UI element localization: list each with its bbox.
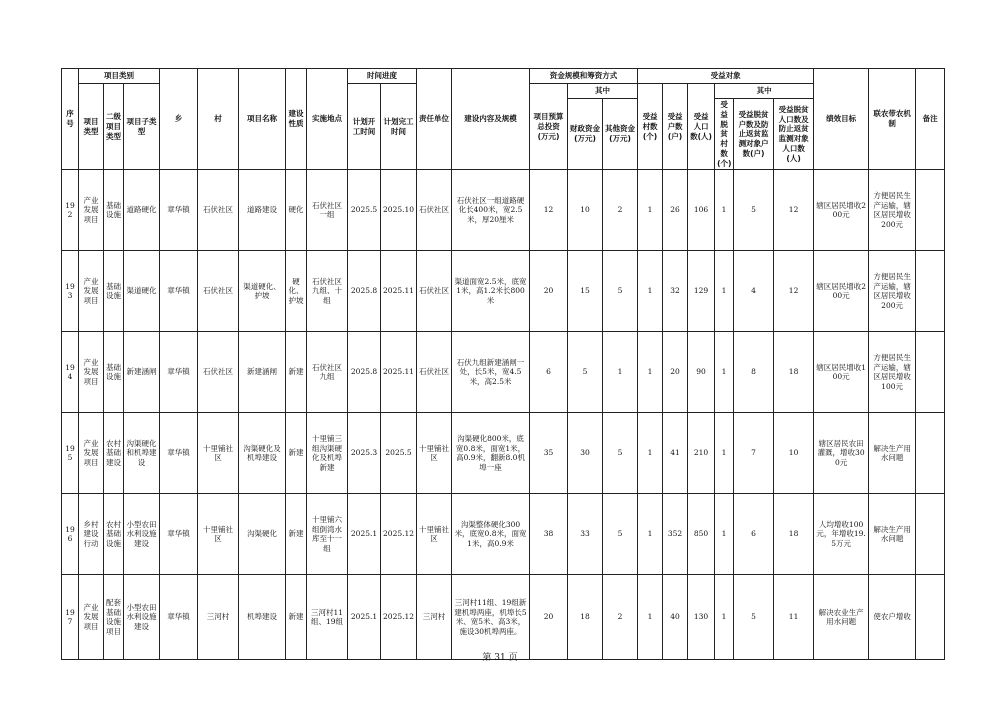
- cell-seq: 193: [62, 251, 79, 332]
- header-mechanism: 联农带农机制: [869, 69, 916, 170]
- cell-budget: 6: [530, 332, 568, 413]
- cell-subtype: 沟渠硬化和机埠建设: [124, 413, 160, 494]
- header-name: 项目名称: [239, 69, 286, 170]
- cell-seq: 195: [62, 413, 79, 494]
- cell-goal: 人均增收100元，年增收19.5万元: [814, 494, 869, 575]
- cell-seq: 192: [62, 170, 79, 251]
- cell-location: 三河村11组、19组: [307, 575, 348, 660]
- cell-b-poor-households: 7: [734, 413, 774, 494]
- table-row: [62, 413, 945, 494]
- cell-unit: 石伏社区: [417, 170, 452, 251]
- cell-type: 产业发展项目: [79, 170, 104, 251]
- cell-b-households: 352: [663, 494, 688, 575]
- cell-content: 渠道面宽2.5米，底宽1米，高1.2米长800米: [452, 251, 530, 332]
- cell-other: 5: [603, 251, 638, 332]
- cell-content: 沟渠整体硬化300米，底宽0.8米，面宽1米，高0.9米: [452, 494, 530, 575]
- cell-mechanism: 解决生产用水问题: [869, 494, 916, 575]
- cell-name: 道路建设: [239, 170, 286, 251]
- cell-b-villages: 1: [638, 251, 663, 332]
- table-row: [62, 494, 945, 575]
- cell-fiscal: 33: [568, 494, 603, 575]
- cell-content: 石伏九组新建涵闸一处，长5米，宽4.5米，高2.5米: [452, 332, 530, 413]
- cell-location: 石伏社区九组: [307, 332, 348, 413]
- header-location: 实施地点: [307, 69, 348, 170]
- header-unit: 责任单位: [417, 69, 452, 170]
- header-village: 村: [198, 69, 239, 170]
- header-content: 建设内容及规模: [452, 69, 530, 170]
- cell-content: 沟渠硬化800米，底宽0.8米，面宽1米，高0.9米，翻新8.0机埠一座: [452, 413, 530, 494]
- cell-type: 乡村建设行动: [79, 494, 104, 575]
- cell-goal: 辖区居民增收200元: [814, 251, 869, 332]
- cell-b-villages: 1: [638, 170, 663, 251]
- header-b-population: 受益人口数(人): [688, 84, 715, 170]
- cell-subtype2: 农村基础建设: [104, 413, 124, 494]
- cell-b-villages: 1: [638, 413, 663, 494]
- cell-content: 石伏社区一组道路硬化长400米，宽2.5米，厚20厘米: [452, 170, 530, 251]
- cell-nature: 硬化: [286, 170, 307, 251]
- cell-b-poor-villages: 1: [715, 413, 734, 494]
- cell-remark: [916, 575, 945, 660]
- cell-mechanism: 解决生产用水问题: [869, 413, 916, 494]
- cell-b-poor-households: 5: [734, 170, 774, 251]
- header-seq: 序号: [62, 69, 79, 170]
- cell-type: 产业发展项目: [79, 575, 104, 660]
- header-budget: 项目预算总投资(万元): [530, 84, 568, 170]
- table-body: [62, 170, 945, 660]
- cell-start: 2025.1: [348, 494, 381, 575]
- cell-b-households: 40: [663, 575, 688, 660]
- cell-b-population: 850: [688, 494, 715, 575]
- cell-seq: 194: [62, 332, 79, 413]
- cell-town: 章华镇: [160, 332, 198, 413]
- cell-budget: 38: [530, 494, 568, 575]
- cell-location: 石伏社区一组: [307, 170, 348, 251]
- cell-b-poor-population: 18: [774, 332, 814, 413]
- cell-remark: [916, 170, 945, 251]
- cell-b-poor-villages: 1: [715, 332, 734, 413]
- cell-budget: 20: [530, 251, 568, 332]
- header-fiscal: 财政资金(万元): [568, 99, 603, 170]
- cell-village: 石伏社区: [198, 251, 239, 332]
- header-town: 乡: [160, 69, 198, 170]
- cell-town: 章华镇: [160, 251, 198, 332]
- cell-name: 沟渠硬化及机埠建设: [239, 413, 286, 494]
- cell-mechanism: 方便居民生产运输，辖区居民增收200元: [869, 251, 916, 332]
- cell-type: 产业发展项目: [79, 413, 104, 494]
- header-benefit-group: 受益对象: [638, 69, 814, 84]
- cell-budget: 20: [530, 575, 568, 660]
- cell-mechanism: 使农户增收: [869, 575, 916, 660]
- cell-town: 章华镇: [160, 413, 198, 494]
- header-fund-group: 资金规模和筹资方式: [530, 69, 638, 84]
- cell-village: 十里铺社区: [198, 413, 239, 494]
- cell-goal: 辖区居民增收200元: [814, 170, 869, 251]
- cell-subtype: 小型农田水利设施建设: [124, 494, 160, 575]
- cell-start: 2025.8: [348, 332, 381, 413]
- cell-mechanism: 方便居民生产运输，辖区居民增收200元: [869, 170, 916, 251]
- cell-seq: 196: [62, 494, 79, 575]
- cell-b-population: 129: [688, 251, 715, 332]
- cell-b-households: 41: [663, 413, 688, 494]
- header-subtype2: 二级项目类型: [104, 84, 124, 170]
- cell-b-villages: 1: [638, 332, 663, 413]
- cell-start: 2025.3: [348, 413, 381, 494]
- cell-b-poor-population: 12: [774, 170, 814, 251]
- header-type: 项目类型: [79, 84, 104, 170]
- cell-b-poor-households: 4: [734, 251, 774, 332]
- cell-unit: 十里铺社区: [417, 494, 452, 575]
- header-benefit-sub: 其中: [715, 84, 814, 99]
- cell-b-households: 26: [663, 170, 688, 251]
- cell-subtype2: 基础设施: [104, 251, 124, 332]
- header-end: 计划完工时间: [381, 84, 417, 170]
- cell-subtype2: 配套基础设施项目: [104, 575, 124, 660]
- cell-unit: 石伏社区: [417, 251, 452, 332]
- cell-remark: [916, 494, 945, 575]
- header-nature: 建设性质: [286, 69, 307, 170]
- cell-b-population: 90: [688, 332, 715, 413]
- cell-end: 2025.11: [381, 251, 417, 332]
- header-fund-sub: 其中: [568, 84, 638, 99]
- header-b-villages: 受益村数(个): [638, 84, 663, 170]
- cell-unit: 石伏社区: [417, 332, 452, 413]
- cell-b-population: 106: [688, 170, 715, 251]
- cell-location: 十里铺六组倒湾水库至十一组: [307, 494, 348, 575]
- cell-subtype2: 基础设施: [104, 332, 124, 413]
- cell-nature: 新建: [286, 332, 307, 413]
- header-b-poor-households: 受益脱贫户数及防止返贫监测对象户数(户): [734, 99, 774, 170]
- cell-subtype: 小型农田水利设施建设: [124, 575, 160, 660]
- cell-b-poor-villages: 1: [715, 575, 734, 660]
- cell-village: 石伏社区: [198, 332, 239, 413]
- cell-fiscal: 10: [568, 170, 603, 251]
- cell-other: 5: [603, 413, 638, 494]
- cell-unit: 三河村: [417, 575, 452, 660]
- table-row: [62, 170, 945, 251]
- cell-remark: [916, 413, 945, 494]
- cell-seq: 197: [62, 575, 79, 660]
- table-row: [62, 575, 945, 660]
- cell-type: 产业发展项目: [79, 332, 104, 413]
- cell-subtype: 道路硬化: [124, 170, 160, 251]
- cell-nature: 新建: [286, 575, 307, 660]
- cell-nature: 新建: [286, 494, 307, 575]
- cell-b-poor-households: 6: [734, 494, 774, 575]
- cell-b-poor-households: 5: [734, 575, 774, 660]
- cell-name: 机埠建设: [239, 575, 286, 660]
- cell-b-households: 32: [663, 251, 688, 332]
- header-b-poor-population: 受益脱贫人口数及防止返贫监测对象人口数(人): [774, 99, 814, 170]
- project-table: [61, 68, 945, 660]
- header-time-group: 时间进度: [348, 69, 417, 84]
- header-b-poor-villages: 受益脱贫村数(个): [715, 99, 734, 170]
- cell-goal: 辖区居民农田灌溉，增收300元: [814, 413, 869, 494]
- header-remark: 备注: [916, 69, 945, 170]
- cell-other: 2: [603, 170, 638, 251]
- header-other: 其他资金(万元): [603, 99, 638, 170]
- cell-start: 2025.8: [348, 251, 381, 332]
- cell-other: 1: [603, 332, 638, 413]
- cell-goal: 辖区居民增收100元: [814, 332, 869, 413]
- header-start: 计划开工时间: [348, 84, 381, 170]
- cell-end: 2025.5: [381, 413, 417, 494]
- cell-other: 5: [603, 494, 638, 575]
- cell-b-poor-households: 8: [734, 332, 774, 413]
- cell-end: 2025.10: [381, 170, 417, 251]
- page-number: 第 31 页: [482, 653, 518, 663]
- cell-other: 2: [603, 575, 638, 660]
- cell-subtype2: 农村基础设施: [104, 494, 124, 575]
- cell-remark: [916, 251, 945, 332]
- cell-b-poor-population: 11: [774, 575, 814, 660]
- cell-town: 章华镇: [160, 575, 198, 660]
- cell-town: 章华镇: [160, 494, 198, 575]
- cell-type: 产业发展项目: [79, 251, 104, 332]
- cell-budget: 35: [530, 413, 568, 494]
- cell-location: 十里铺三组沟渠硬化及机埠新建: [307, 413, 348, 494]
- cell-end: 2025.12: [381, 494, 417, 575]
- cell-b-villages: 1: [638, 494, 663, 575]
- cell-remark: [916, 332, 945, 413]
- cell-fiscal: 30: [568, 413, 603, 494]
- cell-goal: 解决农业生产用水问题: [814, 575, 869, 660]
- cell-b-households: 20: [663, 332, 688, 413]
- header-category-group: 项目类别: [79, 69, 160, 84]
- cell-b-poor-villages: 1: [715, 170, 734, 251]
- cell-village: 石伏社区: [198, 170, 239, 251]
- cell-b-population: 210: [688, 413, 715, 494]
- cell-budget: 12: [530, 170, 568, 251]
- table-row: [62, 251, 945, 332]
- cell-b-poor-population: 10: [774, 413, 814, 494]
- cell-village: 三河村: [198, 575, 239, 660]
- cell-nature: 硬化、护坡: [286, 251, 307, 332]
- cell-subtype2: 基础设施: [104, 170, 124, 251]
- cell-b-villages: 1: [638, 575, 663, 660]
- cell-end: 2025.12: [381, 575, 417, 660]
- cell-nature: 新建: [286, 413, 307, 494]
- cell-fiscal: 15: [568, 251, 603, 332]
- cell-location: 石伏社区九组、十组: [307, 251, 348, 332]
- header-goal: 绩效目标: [814, 69, 869, 170]
- cell-end: 2025.11: [381, 332, 417, 413]
- cell-unit: 十里铺社区: [417, 413, 452, 494]
- cell-start: 2025.1: [348, 575, 381, 660]
- cell-start: 2025.5: [348, 170, 381, 251]
- cell-b-poor-population: 12: [774, 251, 814, 332]
- cell-name: 沟渠硬化: [239, 494, 286, 575]
- cell-mechanism: 方便居民生产运输，辖区居民增收100元: [869, 332, 916, 413]
- cell-name: 新建涵闸: [239, 332, 286, 413]
- cell-b-poor-population: 18: [774, 494, 814, 575]
- cell-b-population: 130: [688, 575, 715, 660]
- cell-fiscal: 18: [568, 575, 603, 660]
- header-subtype: 项目子类型: [124, 84, 160, 170]
- cell-b-poor-villages: 1: [715, 251, 734, 332]
- cell-village: 十里铺社区: [198, 494, 239, 575]
- cell-subtype: 新建涵闸: [124, 332, 160, 413]
- cell-b-poor-villages: 1: [715, 494, 734, 575]
- cell-fiscal: 5: [568, 332, 603, 413]
- table-row: [62, 332, 945, 413]
- header-b-households: 受益户数(户): [663, 84, 688, 170]
- cell-name: 渠道硬化、护坡: [239, 251, 286, 332]
- cell-content: 三河村11组、19组新建机埠两座，机埠长5米、宽5米、高3米，施设30机埠两座。: [452, 575, 530, 660]
- cell-subtype: 渠道硬化: [124, 251, 160, 332]
- table-header: [62, 69, 945, 170]
- cell-town: 章华镇: [160, 170, 198, 251]
